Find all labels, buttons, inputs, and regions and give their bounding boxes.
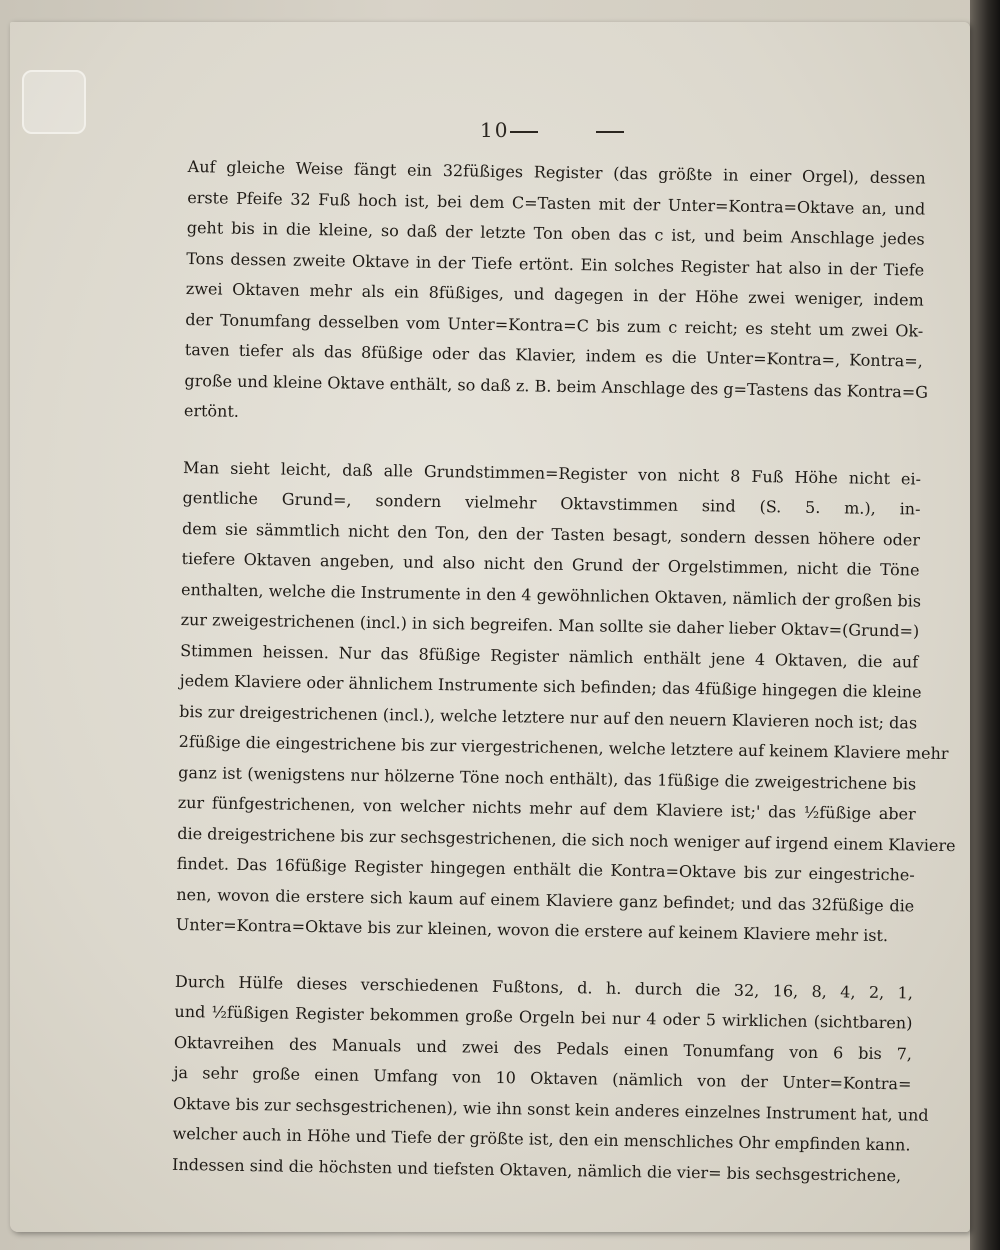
text-line: Unter=Kontra=Oktave bis zur kleinen, wovon die erstere auf keinem Klaviere mehr ist.: [175, 914, 889, 946]
text-line: Indessen sind die höchsten und tiefsten Oktaven, nämlich die vier= bis sechsgestrichene,: [171, 1154, 902, 1185]
text-line: Oktavreihen des Manuals und zwei des Pedals einen Tonumfang von 6 bis 7,: [173, 1032, 913, 1063]
text-line: Oktave bis zur sechsgestrichenen), wie ihn sonst kein anderes einzelnes Instrument hat, und: [172, 1093, 929, 1125]
text-line: 2füßige die eingestrichene bis zur viergestrichenen, welche letztere auf keinem Klaviere mehr: [178, 731, 949, 764]
text-line: gentliche Grund=, sondern vielmehr Oktavstimmen sind (S. 5. m.), in-: [182, 487, 921, 519]
paragraph-3: [171, 966, 929, 1191]
text-line: zur fünfgestrichenen, von welcher nichts mehr auf dem Klaviere ist;' das ½füßige aber: [177, 792, 916, 824]
text-line: zwei Oktaven mehr als ein 8füßiges, und dagegen in der Höhe zwei weniger, indem: [185, 278, 924, 310]
text-line: geht bis in die kleine, so daß der letzte Ton oben das c ist, und beim Anschlage jedes: [186, 217, 925, 249]
page-corner-marker: [22, 70, 86, 134]
text-line: Stimmen heissen. Nur das 8füßige Register nämlich enthält jene 4 Oktaven, die auf: [180, 640, 919, 672]
text-line: ertönt.: [183, 400, 240, 421]
text-line: ganz ist (wenigstens nur hölzerne Töne noch enthält), das 1füßige die zweigestrichene bis: [178, 762, 917, 794]
text-line: große und kleine Oktave enthält, so daß z. B. beim Anschlage des g=Tastens das Kontra=G: [184, 370, 929, 402]
paragraph-2: [175, 452, 956, 952]
text-line: welcher auch in Höhe und Tiefe der größte ist, den ein menschliches Ohr empfinden kann.: [172, 1123, 911, 1155]
next-page-edge: [970, 0, 1000, 1250]
text-line: Man sieht leicht, daß alle Grundstimmen=Register von nicht 8 Fuß Höhe nicht ei-: [182, 457, 922, 489]
text-line: tiefere Oktaven angeben, und also nicht den Grund der Orgelstimmen, nicht die Töne: [181, 548, 920, 580]
paragraph-1: [183, 152, 929, 438]
text-line: Durch Hülfe dieses verschiedenen Fußtons, d. h. durch die 32, 16, 8, 4, 2, 1,: [174, 971, 914, 1002]
text-line: findet. Das 16füßige Register hingegen enthält die Kontra=Oktave bis zur eingestriche-: [176, 853, 915, 885]
text-line: Auf gleiche Weise fängt ein 32füßiges Register (das größte in einer Orgel), dessen: [187, 156, 926, 188]
text-line: Tons dessen zweite Oktave in der Tiefe ertönt. Ein solches Register hat also in der Tiefe: [186, 248, 925, 280]
text-line: ja sehr große einen Umfang von 10 Oktaven (nämlich von der Unter=Kontra=: [173, 1062, 912, 1094]
text-line: enthalten, welche die Instrumente in den 4 gewöhnlichen Oktaven, nämlich der großen bis: [180, 579, 922, 611]
page-number-dash-left: [510, 131, 538, 133]
body-text: [171, 152, 956, 1217]
text-line: nen, wovon die erstere sich kaum auf einem Klaviere ganz befindet; und das 32füßige die: [176, 884, 915, 915]
page-number: 10: [480, 118, 510, 142]
text-line: jedem Klaviere oder ähnlichem Instrumente sich befinden; das 4füßige hingegen die kleine: [179, 670, 922, 702]
text-line: und ½füßigen Register bekommen große Orgeln bei nur 4 oder 5 wirklichen (sichtbaren): [174, 1001, 913, 1033]
text-line: der Tonumfang desselben vom Unter=Kontra=C bis zum c reicht; es steht um zwei Ok-: [185, 309, 924, 341]
page-number-dash-right: [596, 131, 624, 133]
text-line: taven tiefer als das 8füßige oder das Klavier, indem es die Unter=Kontra=, Kontra=,: [184, 339, 923, 371]
text-line: zur zweigestrichenen (incl.) in sich begreifen. Man sollte sie daher lieber Oktav=(Grund=): [180, 609, 920, 641]
text-line: dem sie sämmtlich nicht den Ton, den der Tasten besagt, sondern dessen höhere oder: [181, 518, 921, 550]
text-line: bis zur dreigestrichenen (incl.), welche letztere nur auf den neuern Klavieren noch ist; das: [179, 701, 918, 733]
text-line: erste Pfeife 32 Fuß hoch ist, bei dem C=Tasten mit der Unter=Kontra=Oktave an, und: [187, 187, 926, 219]
text-line: die dreigestrichene bis zur sechsgestrichenen, die sich noch weniger auf irgend einem Klaviere: [177, 823, 956, 855]
